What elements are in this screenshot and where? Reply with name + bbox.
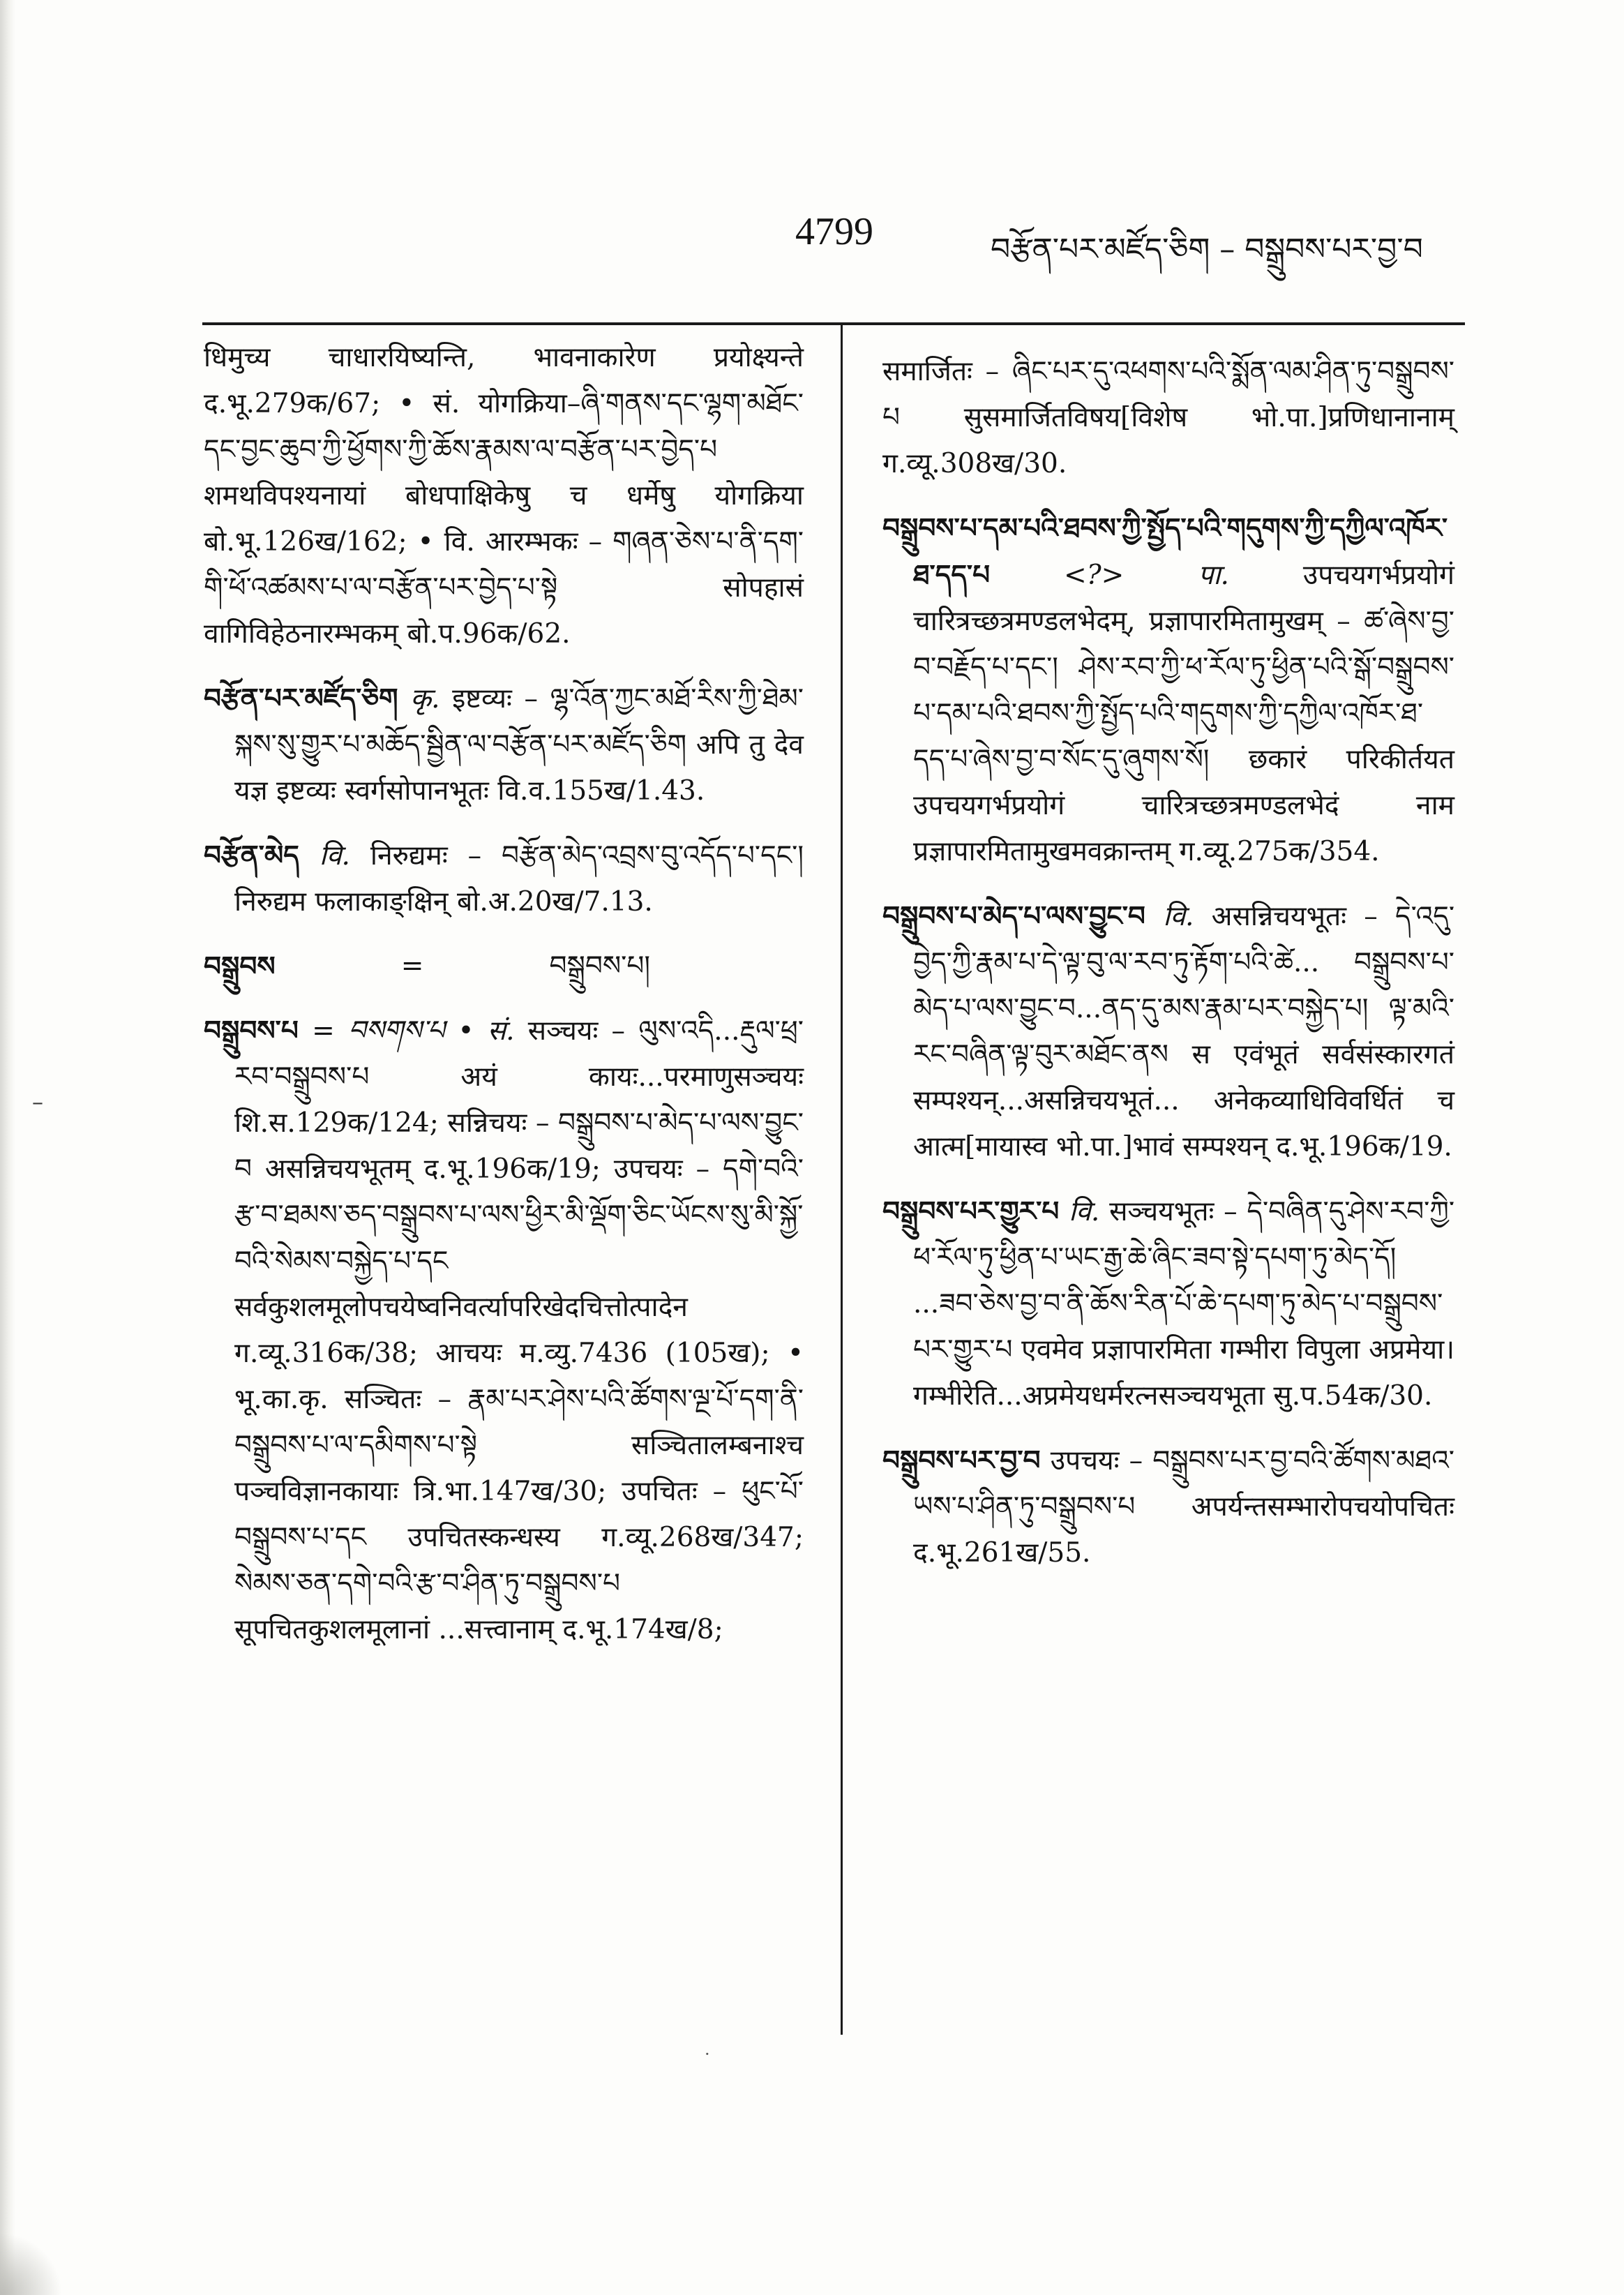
equals-sign: = <box>400 950 424 982</box>
headword: བརྩོན་པར་མཛོད་ཅིག <box>204 682 398 715</box>
headword: བསྒྲུབས་པར་གྱུར་པ <box>882 1195 1060 1227</box>
entry-body: निरुद्यमः – བརྩོན་མེད་འབྲས་བུ་འདོད་པ་དང༌། निरुद्यम फलाकाङ्क्षिन् बो.अ.20ख/7.13. <box>234 840 804 918</box>
part-of-speech: = བསགས་པ • सं. <box>312 1015 515 1047</box>
entry-body: सञ्चयः – ལུས་འདི...རྡུལ་ཕྲ་རབ་བསྒྲུབས་པ अयं कायः...परमाणुसञ्चयः शि.स.129क/124; सन्निचयः – བསྒྲུབས་པ་མེད་པ་ལས་བྱུང་བ असन्निचयभूतम् द.भू.196क/19; उपचयः – དགེ་བའི་རྩ་བ་ཐམས་ཅད་བསྒྲུབས་པ་ལས་ཕྱིར་མི་ལྡོག་ཅིང་ཡོངས་སུ་མི་སྐྱོ་བའི་སེམས་བསྐྱེད་པ་དང सर्वकुशलमूलोपचयेष्वनिवर्त्यापरिखेदचित्तोत्पादेन ग.व्यू.316क/38; आचयः म.व्यु.7436 (105ख); • भू.का.कृ. सञ्चितः – རྣམ་པར་ཤེས་པའི་ཚོགས་ལྔ་པོ་དག་ནི་བསྒྲུབས་པ་ལ་དམིགས་པ་སྟེ सञ्चितालम्बनाश्च पञ्चविज्ञानकायाः त्रि.भा.147ख/30; उपचितः – ཕུང་པོ་བསྒྲུབས་པ་དང उपचितस्कन्धस्य ग.व्यू.268ख/347; སེམས་ཅན་དགེ་བའི་རྩ་བ་ཤིན་ཏུ་བསྒྲུབས་པ सूपचितकुशलमूलानां ...सत्त्वानाम् द.भू.174ख/8; <box>234 1015 804 1645</box>
dictionary-entry <box>882 1437 1454 1576</box>
right-column <box>882 349 1454 1594</box>
entry-body: इष्टव्यः – ལྷ་འོན་ཀྱང་མཐོ་རིས་ཀྱི་ཐེམ་སྐས་སུ་གྱུར་པ་མཆོད་སྦྱིན་ལ་བརྩོན་པར་མཛོད་ཅིག अपि तु देव यज्ञ इष्टव्यः स्वर्गसोपानभूतः वि.व.155ख/1.43. <box>234 683 804 807</box>
part-of-speech: कृ. <box>410 683 440 715</box>
cross-reference-entry <box>204 943 650 989</box>
entry-body: उपचयगर्भप्रयोगं चारित्रच्छत्रमण्डलभेदम्, प्रज्ञापारमितामुखम् – ཚ་ཞེས་བྱ་བ་བརྗོད་པ་དང༌། ཤེས་རབ་ཀྱི་ཕ་རོལ་ཏུ་ཕྱིན་པའི་སྒོ་བསྒྲུབས་པ་དམ་པའི་ཐབས་ཀྱི་སྤྱོད་པའི་གདུགས་ཀྱི་དཀྱིལ་འཁོར་ཐ་དད་པ་ཞེས་བྱ་བ་སོང་དུ་ཞུགས་སོ། छकारं परिकीर्तयत उपचयगर्भप्रयोगं चारित्रच्छत्रमण्डलभेदं नाम प्रज्ञापारमितामुखमवक्रान्तम् ग.व्यू.275क/354. <box>913 560 1454 867</box>
part-of-speech: वि. <box>1069 1196 1100 1227</box>
part-of-speech: वि. <box>1163 901 1194 932</box>
running-head: བརྩོན་པར་མཛོད་ཅིག – བསྒྲུབས་པར་བྱ་བ <box>991 232 1423 267</box>
headword: བསྒྲུབས་པ་དམ་པའི་ཐབས་ཀྱི་སྤྱོད་པའི་གདུགས་ཀྱི་དཀྱིལ་འཁོར་ཐ་དད་པ <box>882 512 1448 591</box>
headword: བསྒྲུབས་པར་བྱ་བ <box>882 1444 1041 1477</box>
dictionary-entry <box>882 505 1454 875</box>
entry-continuation: धिमुच्य चाधारयिष्यन्ति, भावनाकारेण प्रयोक्ष्यन्ते द.भू.279क/67; • सं. योगक्रिया–ཞི་གནས་དང་ལྷག་མཐོང་དང་བྱང་ཆུབ་ཀྱི་ཕྱོགས་ཀྱི་ཆོས་རྣམས་ལ་བརྩོན་པར་བྱེད་པ शमथविपश्यनायां बोधपाक्षिकेषु च धर्मेषु योगक्रिया बो.भू.126ख/162; • वि. आरम्भकः – གཞན་ཅེས་པ་ནི་དག་གི་ཕོ་འཚམས་པ་ལ་བརྩོན་པར་བྱེད་པ་སྟེ सोपहासं वागिविहेठनारम्भकम् बो.प.96क/62. <box>204 342 804 650</box>
headword: བརྩོན་མེད <box>204 839 299 872</box>
left-column <box>204 335 804 1671</box>
page-number: 4799 <box>795 210 873 253</box>
header-rule <box>202 322 1465 325</box>
headword: བསྒྲུབས་པ <box>204 1015 299 1047</box>
dictionary-entry <box>204 1008 804 1653</box>
dictionary-entry <box>882 1188 1454 1419</box>
headword: བསྒྲུབས <box>204 950 276 982</box>
page-header <box>0 209 1624 265</box>
entry-body: सञ्चयभूतः – དེ་བཞིན་དུ་ཤེས་རབ་ཀྱི་ཕ་རོལ་ཏུ་ཕྱིན་པ་ཡང་རྒྱ་ཆེ་ཞིང་ཟབ་སྟེ་དཔག་ཏུ་མེད་དོ། ...ཟབ་ཅེས་བྱ་བ་ནི་ཆོས་རིན་པོ་ཆེ་དཔག་ཏུ་མེད་པ་བསྒྲུབས་པར་གྱུར་པ एवमेव प्रज्ञापारमिता गम्भीरा विपुला अप्रमेया। गम्भीरेति...अप्रमेयधर्मरत्नसञ्चयभूता सु.प.54क/30. <box>913 1196 1455 1412</box>
dictionary-entry <box>204 675 804 814</box>
entry-body: उपचयः – བསྒྲུབས་པར་བྱ་བའི་ཚོགས་མཐའ་ཡས་པ་ཤིན་ཏུ་བསྒྲུབས་པ अपर्यन्तसम्भारोपचयोपचितः द.भू.261ख/55. <box>913 1445 1454 1569</box>
speck: · <box>705 2044 710 2064</box>
corner-smudge <box>0 2233 63 2295</box>
part-of-speech: वि. <box>319 840 350 872</box>
cross-reference-target: བསྒྲུབས་པ། <box>549 950 650 982</box>
part-of-speech: <?> पा. <box>1064 560 1229 591</box>
entry-continuation: समार्जितः – ཞིང་པར་དུ་འཕགས་པའི་སྨོན་ལམ་ཤིན་ཏུ་བསྒྲུབས་པ सुसमार्जितविषय[विशेष भो.पा.]प्रणिधानानाम् ग.व्यू.308ख/30. <box>882 356 1454 479</box>
margin-mark: – <box>32 1089 43 1115</box>
dictionary-entry <box>204 832 804 925</box>
dictionary-entry <box>882 893 1454 1170</box>
headword: བསྒྲུབས་པ་མེད་པ་ལས་བྱུང་བ <box>882 900 1145 932</box>
column-divider <box>841 325 843 2035</box>
scan-edge-shadow <box>0 0 15 2295</box>
entry-body: असन्निचयभूतः – དེ་འདུ་བྱེད་ཀྱི་རྣམ་པ་དེ་ལྟ་བུ་ལ་རབ་ཏུ་རྟོག་པའི་ཚེ... བསྒྲུབས་པ་མེད་པ་ལས་བྱུང་བ...ནད་དུ་མས་རྣམ་པར་བསྐྱེད་པ། ལྟ་མའི་རང་བཞིན་ལྟ་བུར་མཐོང་ནས स एवंभूतं सर्वसंस्कारगतं सम्पश्यन्...असन्निचयभूतं... अनेकव्याधिविवर्धितं च आत्म[मायास्व भो.पा.]भावं सम्पश्यन् द.भू.196क/19. <box>913 901 1455 1163</box>
